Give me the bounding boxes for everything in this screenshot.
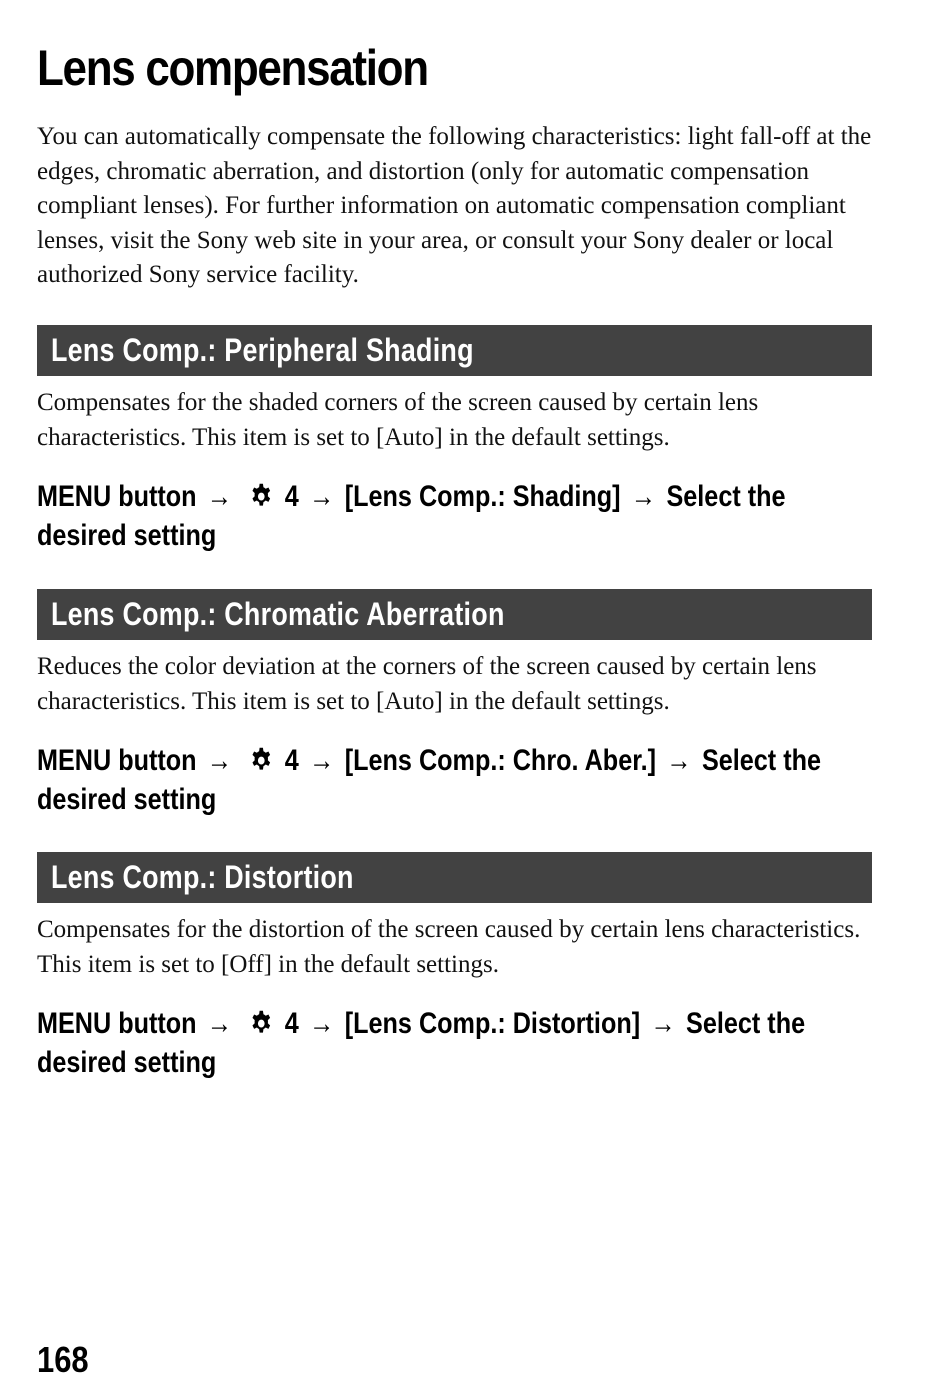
menu-path-line-1	[37, 1004, 806, 1043]
menu-button-label: MENU button	[37, 744, 197, 777]
intro-paragraph: You can automatically compensate the following characteristics: light fall-off at the edges, chromatic aberration, and distortion (only for automatic compensation compliant lenses). For further information on automatic compensation compliant lenses, visit the Sony web site in your area, or consult your Sony dealer or local authorized Sony service facility.	[37, 123, 872, 288]
menu-button-label: MENU button	[37, 480, 197, 513]
section-heading-chromatic-aberration	[37, 589, 872, 640]
menu-page-number: 4	[284, 744, 299, 777]
arrow-icon: →	[206, 744, 233, 777]
menu-path-distortion	[37, 1004, 872, 1082]
arrow-icon: →	[206, 480, 233, 513]
arrow-icon: →	[309, 480, 335, 513]
menu-page-number: 4	[284, 480, 299, 513]
gear-icon	[249, 1009, 273, 1037]
menu-path-line-2: desired setting	[37, 783, 217, 816]
arrow-icon: →	[309, 1007, 335, 1040]
menu-action-label: Select the	[686, 1007, 806, 1040]
section-description-peripheral-shading: Compensates for the shaded corners of the screen caused by certain lens characteristics. This item is set to [Auto] in the default settings.	[37, 389, 759, 451]
arrow-icon: →	[630, 480, 657, 513]
menu-action-label: Select the	[701, 744, 822, 777]
menu-page-number: 4	[284, 1007, 299, 1040]
arrow-icon: →	[650, 1007, 676, 1040]
section-heading-text: Lens Comp.: Peripheral Shading	[51, 332, 474, 368]
section-description-distortion: Compensates for the distortion of the screen caused by certain lens characteristics. This item is set to [Off] in the default settings.	[37, 916, 861, 978]
menu-path-peripheral-shading	[37, 477, 872, 555]
menu-button-label: MENU button	[37, 1007, 197, 1040]
gear-icon	[249, 746, 273, 774]
menu-path-line-2: desired setting	[37, 1046, 217, 1079]
gear-icon	[249, 482, 273, 510]
menu-path-line-1	[37, 477, 786, 516]
menu-item-label: [Lens Comp.: Shading]	[344, 480, 621, 513]
section-heading-distortion	[37, 852, 872, 903]
menu-item-label: [Lens Comp.: Distortion]	[344, 1007, 641, 1040]
section-heading-text: Lens Comp.: Chromatic Aberration	[51, 596, 505, 632]
page-number: 168	[37, 1339, 89, 1380]
section-description-chromatic-aberration: Reduces the color deviation at the corners of the screen caused by certain lens characteristics. This item is set to [Auto] in the default settings.	[37, 653, 817, 715]
page-title: Lens compensation	[37, 40, 428, 96]
menu-path-line-2: desired setting	[37, 519, 217, 552]
arrow-icon: →	[206, 1007, 233, 1040]
menu-action-label: Select the	[666, 480, 786, 513]
arrow-icon: →	[666, 744, 692, 777]
menu-item-label: [Lens Comp.: Chro. Aber.]	[344, 744, 657, 777]
section-heading-text: Lens Comp.: Distortion	[51, 859, 354, 895]
menu-path-chromatic-aberration	[37, 741, 872, 819]
arrow-icon: →	[309, 744, 335, 777]
menu-path-line-1	[37, 741, 822, 780]
section-heading-peripheral-shading	[37, 325, 872, 376]
